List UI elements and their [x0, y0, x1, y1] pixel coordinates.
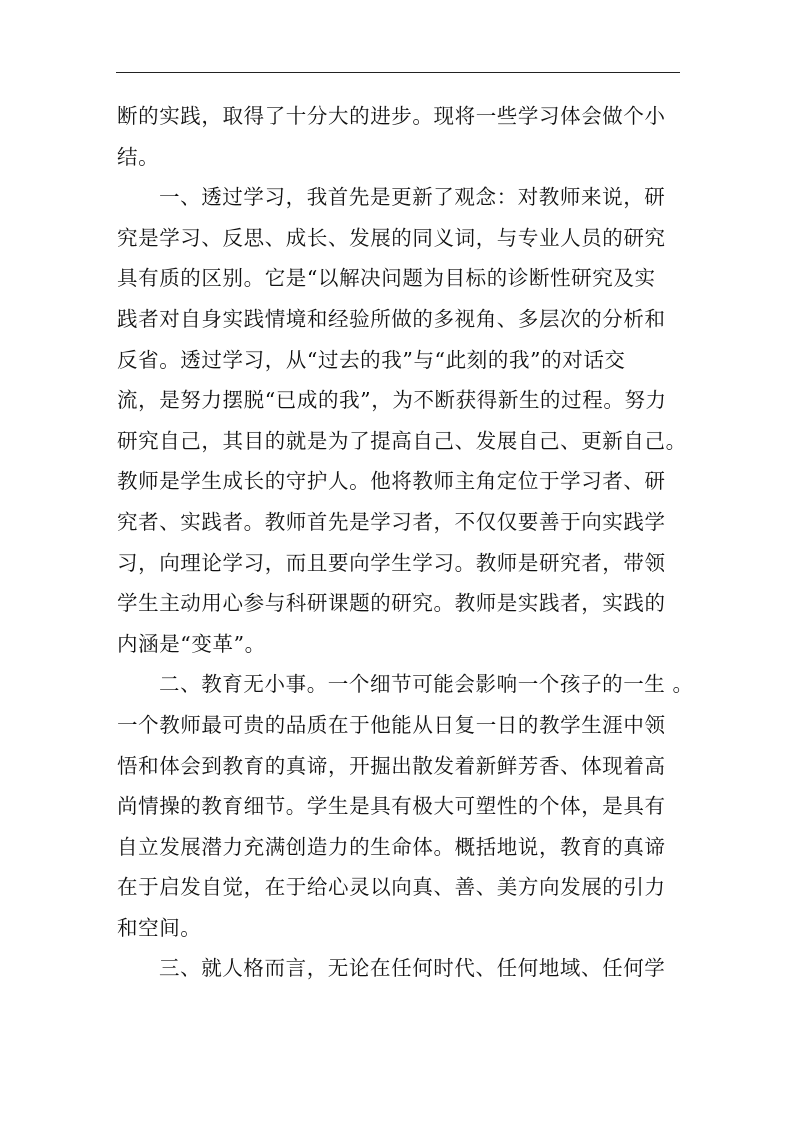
text-line-20: 在于启发自觉，在于给心灵以向真、善、美方向发展的引力	[117, 875, 666, 900]
document-body	[117, 96, 694, 989]
text-line-11: 究者、实践者。教师首先是学习者，不仅仅要善于向实践学	[117, 509, 666, 534]
text-line-18: 尚情操的教育细节。学生是具有极大可塑性的个体，是具有	[117, 794, 666, 819]
text-line-15: 二、教育无小事。一个细节可能会影响一个孩子的一生 。	[159, 672, 694, 697]
text-line-17: 悟和体会到教育的真谛，开掘出散发着新鲜芳香、体现着高	[117, 753, 666, 778]
text-line-2: 结。	[117, 144, 160, 169]
text-line-21: 和空间。	[117, 915, 202, 940]
text-line-5: 具有质的区别。它是“以解决问题为目标的诊断性研究及实	[117, 266, 656, 291]
text-line-8: 流，是努力摆脱“已成的我”，为不断获得新生的过程。努力	[117, 388, 667, 413]
text-line-22: 三、就人格而言，无论在任何时代、任何地域、任何学	[159, 956, 666, 981]
header-rule	[116, 72, 680, 73]
text-line-19: 自立发展潜力充满创造力的生命体。概括地说，教育的真谛	[117, 834, 666, 859]
text-line-4: 究是学习、反思、成长、发展的同义词，与专业人员的研究	[117, 225, 666, 250]
text-line-6: 践者对自身实践情境和经验所做的多视角、多层次的分析和	[117, 306, 666, 331]
text-line-3: 一、透过学习，我首先是更新了观念：对教师来说，研	[159, 185, 666, 210]
text-line-7: 反省。透过学习，从“过去的我”与“此刻的我”的对话交	[117, 347, 626, 372]
text-line-13: 学生主动用心参与科研课题的研究。教师是实践者，实践的	[117, 591, 666, 616]
text-line-14: 内涵是“变革”。	[117, 631, 266, 656]
text-line-1: 断的实践，取得了十分大的进步。现将一些学习体会做个小	[117, 104, 666, 128]
text-line-16: 一个教师最可贵的品质在于他能从日复一日的教学生涯中领	[117, 712, 666, 737]
text-line-9: 研究自己，其目的就是为了提高自己、发展自己、更新自己。	[117, 428, 687, 453]
text-line-12: 习，向理论学习，而且要向学生学习。教师是研究者，带领	[117, 550, 666, 575]
text-line-10: 教师是学生成长的守护人。他将教师主角定位于学习者、研	[117, 469, 666, 494]
